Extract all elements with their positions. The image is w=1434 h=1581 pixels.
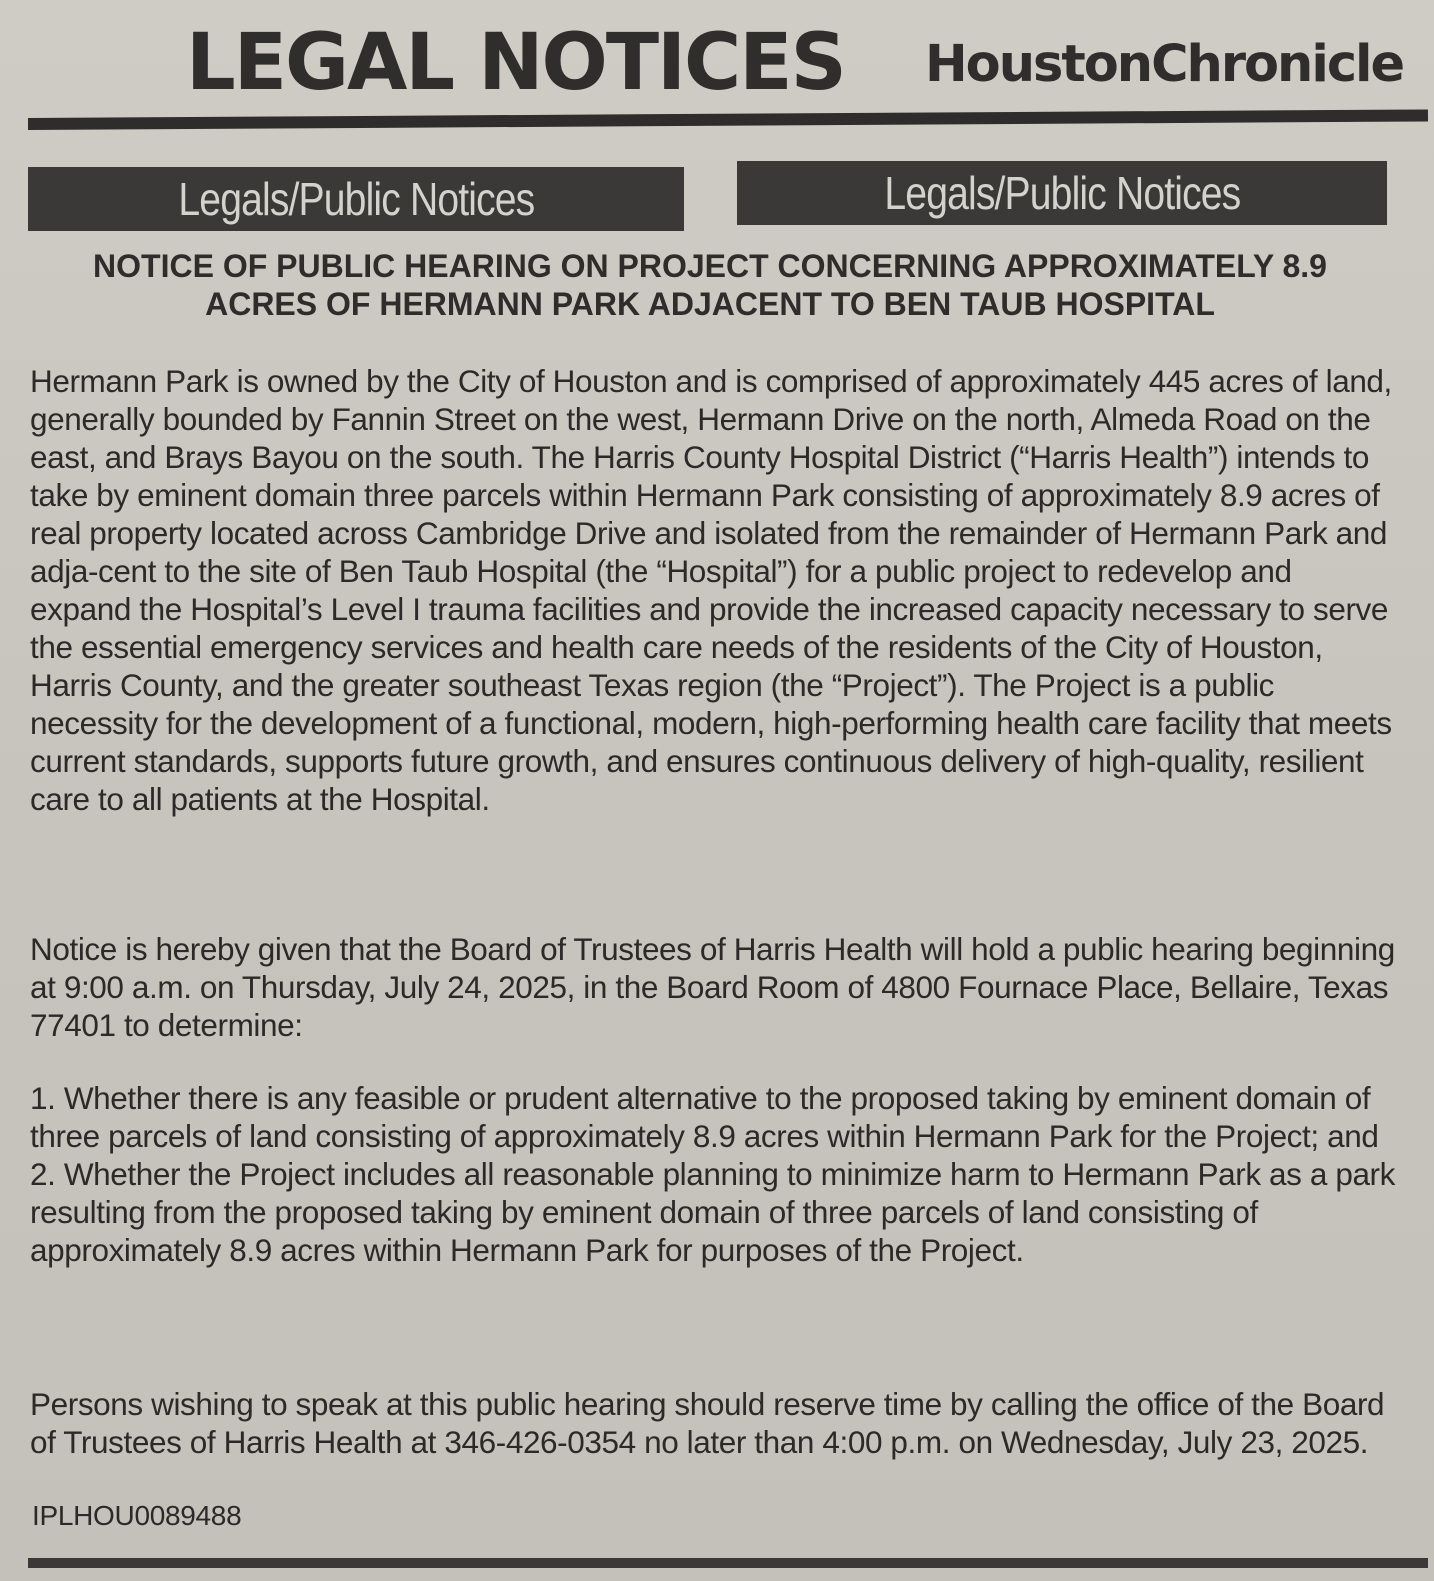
- masthead-divider: [28, 109, 1428, 130]
- paragraph-text: Notice is hereby given that the Board of Trustees of Harris Health will hold a public hearing beginning at 9:00 a.m. on Thursday, July 24, 2025, in the Board Room of 4800 Fournace Place, Bellaire, Texas 77401 to determine:: [30, 931, 1395, 1043]
- notice-headline: NOTICE OF PUBLIC HEARING ON PROJECT CONCERNING APPROXIMATELY 8.9 ACRES OF HERMANN PARK ADJACENT TO BEN TAUB HOSPITAL: [93, 248, 1327, 322]
- section-header-right-label: Legals/Public Notices: [884, 167, 1240, 219]
- notice-reference-id: IPLHOU0089488: [32, 1500, 242, 1531]
- notice-paragraph-2: [30, 930, 1400, 1044]
- determination-list: [30, 1079, 1400, 1269]
- list-item: 2. Whether the Project includes all reasonable planning to minimize harm to Hermann Park as a park resulting from the proposed taking by eminent domain of three parcels of land consisting of approximately 8.9 acres within Hermann Park for purposes of the Project.: [30, 1156, 1395, 1268]
- masthead-title: LEGAL NOTICES: [186, 18, 845, 108]
- section-header-right: [737, 161, 1387, 225]
- section-header-left: [28, 167, 684, 231]
- bottom-divider: [28, 1558, 1428, 1568]
- paragraph-text: Hermann Park is owned by the City of Houston and is comprised of approximately 445 acres of land, generally bounded by Fannin Street on the west, Hermann Drive on the north, Almeda Road on the east, and Brays Bayou on the south. The Harris County Hospital District (“Harris Health”) intends to take by eminent domain three parcels within Hermann Park consisting of approximately 8.9 acres of real property located across Cambridge Drive and isolated from the remainder of Hermann Park and adja-cent to the site of Ben Taub Hospital (the “Hospital”) for a public project to redevelop and expand the Hospital’s Level I trauma facilities and provide the increased capacity necessary to serve the essential emergency services and health care needs of the residents of the City of Houston, Harris County, and the greater southeast Texas region (the “Project”). The Project is a public necessity for the development of a functional, modern, high-performing health care facility that meets current standards, supports future growth, and ensures continuous delivery of high-quality, resilient care to all patients at the Hospital.: [30, 363, 1392, 817]
- notice-paragraph-3: [30, 1385, 1400, 1461]
- notice-paragraph-1: [30, 362, 1400, 818]
- paragraph-text: Persons wishing to speak at this public hearing should reserve time by calling the office of the Board of Trustees of Harris Health at 346-426-0354 no later than 4:00 p.m. on Wednesday, July 23, 2025.: [30, 1386, 1385, 1460]
- newspaper-logo: HoustonChronicle: [925, 35, 1404, 94]
- section-header-left-label: Legals/Public Notices: [178, 173, 534, 225]
- list-item: 1. Whether there is any feasible or prudent alternative to the proposed taking by eminent domain of three parcels of land consisting of approximately 8.9 acres within Hermann Park for the Project; and: [30, 1080, 1379, 1154]
